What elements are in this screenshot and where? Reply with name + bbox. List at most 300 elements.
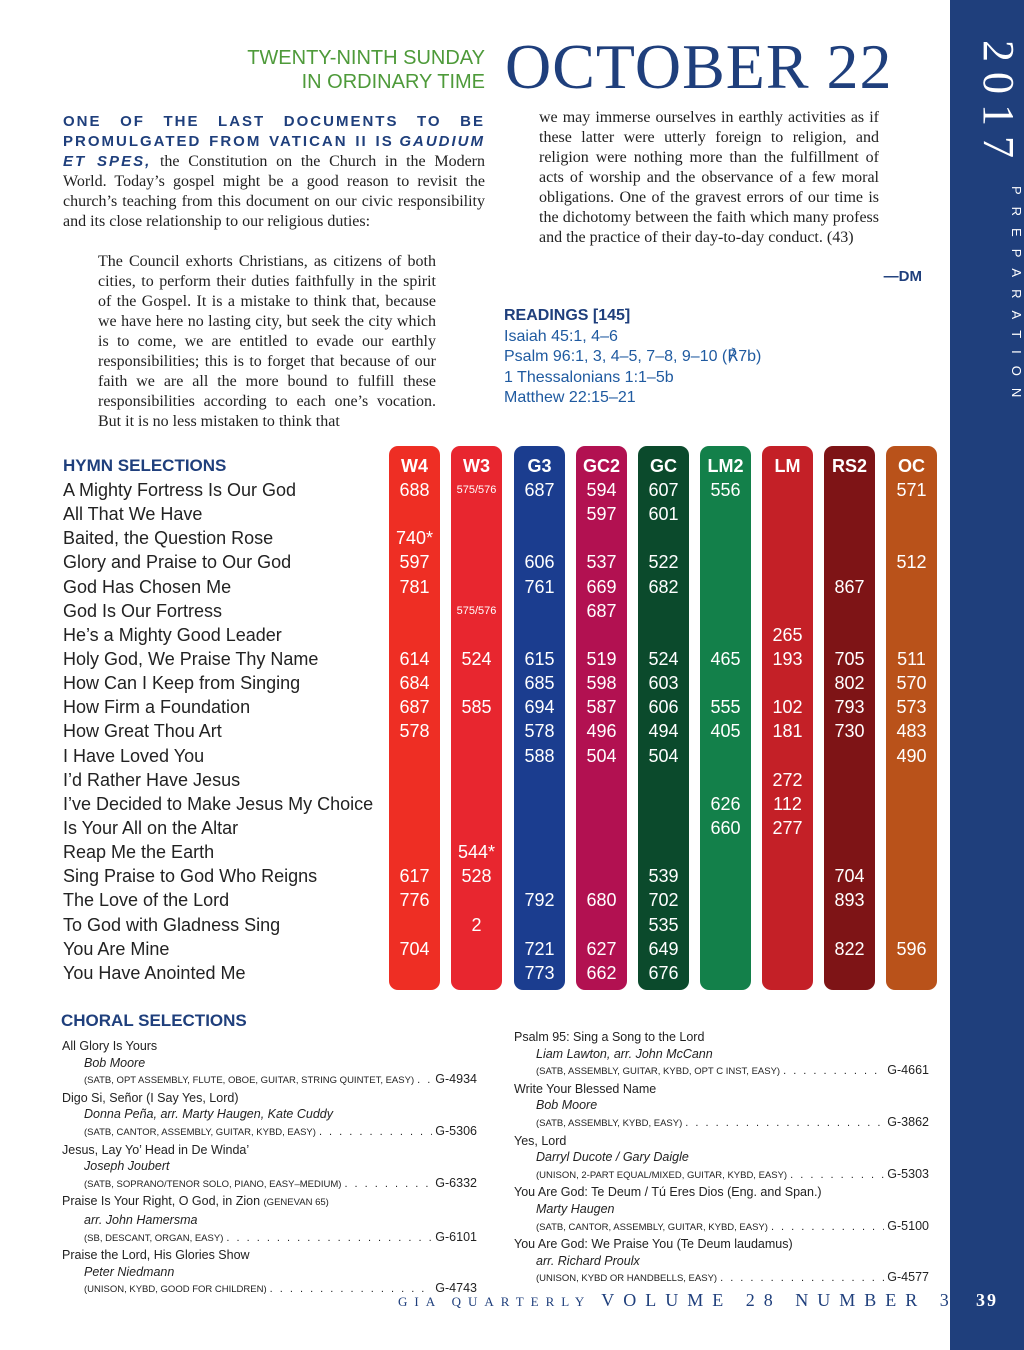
hymn-number-cell [700,671,751,695]
choral-credit: Donna Peña, arr. Marty Haugen, Kate Cuddy [84,1107,333,1122]
hymnal-column-header: G3 [527,456,552,476]
hymn-number-cell [451,961,502,985]
choral-credit: Bob Moore [84,1055,146,1070]
leader-dots [790,1167,884,1184]
hymn-number-cell [824,961,875,985]
hymn-number-cell: 773 [524,962,555,983]
hymn-title: All That We Have [63,504,203,525]
hymn-number-cell: 587 [586,697,617,718]
hymn-number-cell [824,768,875,792]
hymn-number-cell [762,888,813,912]
hymn-number-cell [700,575,751,599]
choral-voicing-line [514,1166,929,1185]
hymnal-column-header: W4 [401,456,428,476]
hymn-number-cell: 181 [772,721,803,742]
hymn-number-cell: 704 [834,866,865,887]
hymnal-column-w4 [389,446,440,990]
hymn-number-cell [576,864,627,888]
choral-title: Write Your Blessed Name [514,1081,657,1096]
hymn-number-cell: 682 [648,576,679,597]
hymn-number-cell [451,744,502,768]
choral-credit-line [514,1201,929,1218]
hymnal-column-header: LM2 [707,456,744,476]
hymn-number-cell: 606 [524,552,555,573]
hymn-number-cell: 598 [586,673,617,694]
choral-code: G-4743 [435,1281,477,1296]
hymnal-column-oc [886,446,937,990]
choral-title-line [62,1193,477,1212]
hymn-number-cell [700,937,751,961]
leader-dots [344,1176,432,1193]
hymn-number-cell: 705 [834,648,865,669]
hymn-number-cell [700,864,751,888]
leader-dots [685,1115,884,1132]
hymn-number-cell [451,888,502,912]
hymnal-column-gc [638,446,689,990]
hymn-number-cell [700,526,751,550]
hymn-number-cell [824,816,875,840]
reading-item: Matthew 22:15–21 [504,389,636,406]
hymn-number-cell: 687 [524,480,555,500]
hymn-number-cell [389,816,440,840]
hymn-number-cell: 669 [586,576,617,597]
readings-block [504,306,761,409]
choral-title: Praise the Lord, His Glories Show [62,1248,250,1263]
hymnal-column-w3 [451,446,502,990]
choral-title: Jesus, Lay Yo’ Head in De Winda’ [62,1142,250,1157]
hymn-number-cell [886,575,937,599]
leader-dots [783,1063,884,1080]
hymn-number-cell [762,864,813,888]
hymn-number-cell [451,816,502,840]
hymn-number-cell [824,840,875,864]
hymn-number-cell [451,526,502,550]
hymn-title: I’ve Decided to Make Jesus My Choice [63,793,374,814]
choral-code: G-4934 [435,1072,477,1087]
choral-credit-line [62,1106,477,1123]
page-number: 39 [976,1290,998,1310]
hymn-number-cell [576,840,627,864]
hymn-number-cell: 544* [457,842,496,863]
hymn-number-cell [514,599,565,623]
hymn-number-cell [824,744,875,768]
choral-title: You Are God: We Praise You (Te Deum laudamus) [514,1237,793,1252]
hymn-number-cell [762,913,813,937]
hymn-number-cell: 524 [461,648,492,669]
hymn-number-cell [576,913,627,937]
hymn-number-cell: 575/576 [456,484,497,496]
hymn-title: Reap Me the Earth [63,842,215,863]
hymn-title: I’d Rather Have Jesus [63,769,241,790]
council-quote: The Council exhorts Christians, as citizens of both cities, to perform their duties faithfully in the spirit of the Gospel. It is a mistake to think that, because we have here no lasting city, but seek the city which is to come, we are entitled to evade our earthly responsibilities; this is to forget that because of our faith we are all the more bound to fulfill these responsibilities according to each one’s vocation. But it is no less mistaken to think that [98,253,436,430]
hymnal-column-lm [762,446,813,990]
choral-credit: Bob Moore [536,1098,598,1113]
choral-title-note: (GENEVAN 65) [263,1197,329,1209]
choral-item [62,1090,477,1142]
hymnal-column-header: RS2 [831,456,867,476]
hymnal-column-rs2 [824,446,875,990]
hymn-number-cell [824,478,875,502]
choral-title: Yes, Lord [514,1133,567,1148]
leader-dots [720,1270,884,1287]
hymn-number-cell [886,888,937,912]
hymn-number-cell [451,575,502,599]
leader-dots [771,1219,884,1236]
hymn-number-cell: 555 [710,697,741,718]
footer [398,1290,958,1311]
hymnal-column-gc2 [576,446,627,990]
hymn-number-cell: 193 [772,648,803,669]
choral-voicing-line [514,1114,929,1133]
hymn-number-cell [886,623,937,647]
hymn-number-cell: 684 [399,673,430,694]
choral-credit-line [62,1055,477,1072]
hymn-title: To God with Gladness Sing [63,914,281,935]
hymn-number-cell [824,792,875,816]
footer-publication: GIA QUARTERLY [398,1294,592,1309]
hymn-number-cell [576,792,627,816]
hymn-number-cell: 676 [648,962,679,983]
hymn-number-cell [638,840,689,864]
hymn-number-cell: 585 [461,697,492,718]
hymn-number-cell: 483 [896,721,927,742]
choral-credit: Darryl Ducote / Gary Daigle [536,1150,689,1165]
hymn-title: Glory and Praise to Our God [63,552,292,573]
hymn-number-cell: 687 [586,600,617,621]
choral-code: G-6332 [435,1175,477,1190]
hymn-number-cell [389,768,440,792]
choral-selections-heading: CHORAL SELECTIONS [61,1011,247,1030]
hymn-number-cell [886,792,937,816]
hymn-number-cell [886,599,937,623]
hymn-number-cell: 702 [648,890,679,911]
choral-item [514,1081,929,1133]
hymn-number-cell: 578 [399,721,430,742]
hymn-title: How Great Thou Art [63,721,222,742]
hymn-number-cell [762,671,813,695]
choral-item [514,1184,929,1236]
hymn-title: He’s a Mighty Good Leader [63,624,282,645]
hymn-number-cell: 597 [586,504,617,525]
hymn-number-cell [451,550,502,574]
hymn-number-cell [514,623,565,647]
choral-credit: Liam Lawton, arr. John McCann [536,1046,713,1061]
hymn-number-cell [514,816,565,840]
hymn-number-cell [886,768,937,792]
hymn-number-cell [638,599,689,623]
hymn-title: I Have Loved You [63,745,205,766]
hymn-number-cell [762,478,813,502]
choral-title-line [514,1184,929,1201]
hymn-number-cell: 627 [586,938,617,959]
hymn-number-cell [514,840,565,864]
hymnal-column-header: LM [774,456,801,476]
choral-title-line [62,1090,477,1107]
hymn-number-cell: 496 [586,721,617,742]
choral-code: G-3862 [887,1114,929,1129]
intro-lead: ONE OF THE LAST DOCUMENTS TO BE PROMULGATED FROM VATICAN II IS [63,113,485,150]
hymn-number-cell [638,768,689,792]
hymn-number-cell [886,840,937,864]
choral-item [62,1142,477,1194]
choral-voicing: (SATB, CANTOR, ASSEMBLY, GUITAR, KYBD, EASY) [84,1126,316,1138]
hymn-number-cell: 649 [648,938,679,959]
choral-voicing: (SB, DESCANT, ORGAN, EASY) [84,1232,224,1244]
readings-heading: READINGS [145] [504,307,631,324]
hymn-number-cell: 761 [524,576,555,597]
hymn-title: God Is Our Fortress [63,600,223,621]
hymn-number-cell [886,961,937,985]
hymn-number-cell [389,840,440,864]
hymn-number-cell: 112 [773,793,802,814]
hymn-number-cell: 867 [834,576,865,597]
hymn-number-cell: 504 [586,745,617,766]
hymn-number-cell: 601 [648,504,679,525]
hymn-number-cell [451,792,502,816]
hymn-number-cell [762,575,813,599]
choral-list-left [62,1038,477,1299]
intro-paragraph [63,112,485,232]
choral-title-line [514,1133,929,1150]
hymn-number-cell [762,937,813,961]
hymn-number-cell: 465 [710,648,741,669]
hymn-number-cell: 688 [399,480,430,500]
hymn-number-cell [700,550,751,574]
hymn-number-cell [389,744,440,768]
hymnal-column-header: GC2 [582,456,620,476]
choral-title: Praise Is Your Right, O God, in Zion [62,1194,261,1209]
hymn-number-cell: 539 [648,866,679,887]
hymn-number-cell [762,744,813,768]
hymnal-column-header: W3 [463,456,490,476]
hymn-number-cell [389,502,440,526]
hymn-number-cell [451,671,502,695]
hymn-number-cell [389,623,440,647]
hymn-number-cell: 596 [896,938,927,959]
choral-title: You Are God: Te Deum / Tú Eres Dios (Eng. and Span.) [514,1185,822,1200]
choral-voicing-line [62,1175,477,1194]
hymn-number-cell [762,840,813,864]
choral-voicing: (SATB, ASSEMBLY, KYBD, EASY) [536,1117,683,1129]
hymn-number-cell: 2 [471,914,482,935]
choral-code: G-6101 [435,1229,477,1244]
hymn-number-cell [824,913,875,937]
hymn-number-cell: 102 [772,697,803,718]
choral-title: All Glory Is Yours [62,1039,158,1053]
hymn-number-cell [700,502,751,526]
hymn-number-cell: 556 [710,480,741,500]
choral-list-right [514,1029,929,1288]
hymn-number-cell: 802 [834,673,865,694]
hymn-number-cell: 603 [648,673,679,694]
hymn-number-cell: 571 [896,480,927,500]
hymn-title: Sing Praise to God Who Reigns [63,866,318,887]
hymn-number-cell [389,913,440,937]
quote-continuation: we may immerse ourselves in earthly activities as if these latter were utterly foreign to religion, and religion were nothing more than the fulfillment of acts of worship and the observance of a few moral obligations. One of the gravest errors of our time is the dichotomy between the faith which many profess and the practice of their day-to-day conduct. (43) [539,109,879,246]
choral-code: G-4577 [887,1270,929,1285]
choral-voicing: (SATB, CANTOR, ASSEMBLY, GUITAR, KYBD, EASY) [536,1221,768,1233]
choral-voicing: (SATB, ASSEMBLY, GUITAR, KYBD, OPT C INST, EASY) [536,1066,781,1078]
hymn-number-cell: 597 [399,552,430,573]
hymn-number-cell [451,937,502,961]
choral-item [514,1133,929,1185]
choral-code: G-5306 [435,1123,477,1138]
choral-item [62,1193,477,1247]
hymn-number-cell [886,502,937,526]
hymn-number-cell [700,623,751,647]
hymn-selections-heading: HYMN SELECTIONS [63,456,227,475]
hymn-number-cell: 570 [896,673,927,694]
hymn-number-cell: 405 [710,721,741,742]
sidebar-label: PREPARATION [1009,186,1024,410]
intro-lead-title: GAUDIUM ET SPES, [63,133,486,170]
hymn-number-cell [762,599,813,623]
liturgical-day [200,46,485,94]
hymn-number-cell: 578 [524,721,555,742]
hymn-number-cell: 614 [399,648,430,669]
hymnal-column-g3 [514,446,565,990]
intro-body: the Constitution on the Church in the Modern World. Today’s gospel might be a good reason to revisit the church’s teaching from this document on our civic responsibility and its close relationship to our religious duties: [63,153,486,230]
choral-title-line [514,1081,929,1098]
hymn-number-cell: 615 [524,648,555,669]
choral-credit-line [62,1264,477,1281]
choral-title-line [62,1142,477,1159]
hymn-number-cell: 573 [896,697,927,718]
hymnal-column-lm2 [700,446,751,990]
hymn-number-cell [514,913,565,937]
choral-credit-line [514,1253,929,1270]
hymn-title: You Have Anointed Me [63,962,246,983]
reading-item: 1 Thessalonians 1:1–5b [504,368,674,386]
choral-code: G-5100 [887,1218,929,1233]
hymn-number-cell [824,502,875,526]
hymn-number-cell [762,526,813,550]
hymn-number-cell [451,768,502,792]
hymn-title: How Firm a Foundation [63,697,251,718]
hymn-number-cell [700,888,751,912]
hymn-number-cell: 494 [648,721,679,742]
hymn-number-cell: 685 [524,673,555,694]
hymn-number-cell: 776 [399,890,430,911]
choral-credit: arr. John Hamersma [84,1212,198,1227]
liturgical-day-line2: IN ORDINARY TIME [301,71,485,93]
hymn-number-cell [824,526,875,550]
choral-title-line [62,1038,477,1055]
author-signature: —DM [883,268,922,285]
hymn-number-cell: 490 [896,745,927,766]
hymn-number-cell: 680 [586,890,617,911]
hymn-number-cell: 537 [586,552,617,573]
choral-code: G-4661 [887,1063,929,1078]
choral-voicing: (UNISON, KYBD, GOOD FOR CHILDREN) [84,1284,267,1296]
choral-code: G-5303 [887,1166,929,1181]
hymn-number-cell [514,864,565,888]
leader-dots [226,1230,432,1247]
hymn-number-cell [638,792,689,816]
footer-volume: VOLUME 28 NUMBER 3 [601,1290,958,1310]
choral-item [514,1236,929,1288]
hymn-number-cell [576,526,627,550]
hymn-number-cell: 704 [399,938,430,959]
choral-voicing-line [514,1062,929,1081]
hymn-number-cell [700,599,751,623]
hymn-number-cell: 822 [834,938,865,959]
reading-item: Isaiah 45:1, 4–6 [504,327,618,345]
choral-credit-line [514,1046,929,1063]
hymn-number-cell: 662 [586,962,617,983]
choral-item [514,1029,929,1081]
choral-voicing-line [62,1229,477,1248]
hymn-number-cell: 660 [710,817,741,838]
hymn-number-cell [451,623,502,647]
hymn-number-cell [576,768,627,792]
choral-title-line [514,1029,929,1046]
hymn-number-cell [638,526,689,550]
hymn-title-list [63,478,373,985]
hymn-number-cell [700,768,751,792]
hymn-number-cell [638,816,689,840]
hymn-number-cell: 535 [648,914,679,935]
hymn-number-cell: 519 [586,648,617,669]
choral-voicing: (UNISON, 2-PART EQUAL/MIXED, GUITAR, KYBD, EASY) [536,1169,788,1181]
choral-credit-line [62,1158,477,1175]
hymn-number-cell: 606 [648,697,679,718]
hymn-title: God Has Chosen Me [63,576,232,597]
hymn-number-cell: 512 [896,552,927,573]
hymn-number-cell [886,526,937,550]
hymn-number-cell: 522 [648,552,679,573]
hymn-number-cell: 730 [834,721,865,742]
hymn-number-cell: 272 [772,769,803,790]
hymn-number-cell [514,502,565,526]
hymn-number-cell: 687 [399,697,430,718]
choral-item [62,1038,477,1090]
choral-credit: arr. Richard Proulx [536,1253,640,1268]
hymn-number-cell [762,550,813,574]
leader-dots [417,1072,432,1089]
hymn-number-cell: 617 [399,866,430,887]
hymn-number-cell: 511 [897,648,926,669]
hymn-number-cell: 792 [524,890,555,911]
hymnal-column-header: GC [650,456,677,476]
hymn-title: The Love of the Lord [63,890,230,911]
choral-title-line [62,1247,477,1264]
choral-credit: Marty Haugen [536,1201,615,1216]
hymn-number-cell: 793 [834,697,865,718]
hymn-number-cell: 524 [648,648,679,669]
hymn-number-cell [700,744,751,768]
choral-voicing-line [62,1071,477,1090]
hymn-title: A Mighty Fortress Is Our God [63,480,297,500]
hymn-number-cell [514,768,565,792]
choral-title: Psalm 95: Sing a Song to the Lord [514,1030,705,1044]
hymn-number-cell [389,792,440,816]
choral-credit-line [514,1097,929,1114]
hymn-title: Holy God, We Praise Thy Name [63,648,319,669]
hymn-number-cell: 575/576 [456,604,497,617]
hymn-number-cell [389,599,440,623]
hymn-number-cell [762,961,813,985]
hymn-number-cell [824,599,875,623]
hymn-title: Baited, the Question Rose [63,528,274,549]
hymn-number-cell: 265 [772,624,803,645]
hymn-number-cell [700,913,751,937]
hymn-number-cell: 504 [648,745,679,766]
hymn-number-cell [451,719,502,743]
choral-voicing-line [514,1269,929,1288]
choral-credit-line [62,1212,477,1229]
leader-dots [319,1124,432,1141]
